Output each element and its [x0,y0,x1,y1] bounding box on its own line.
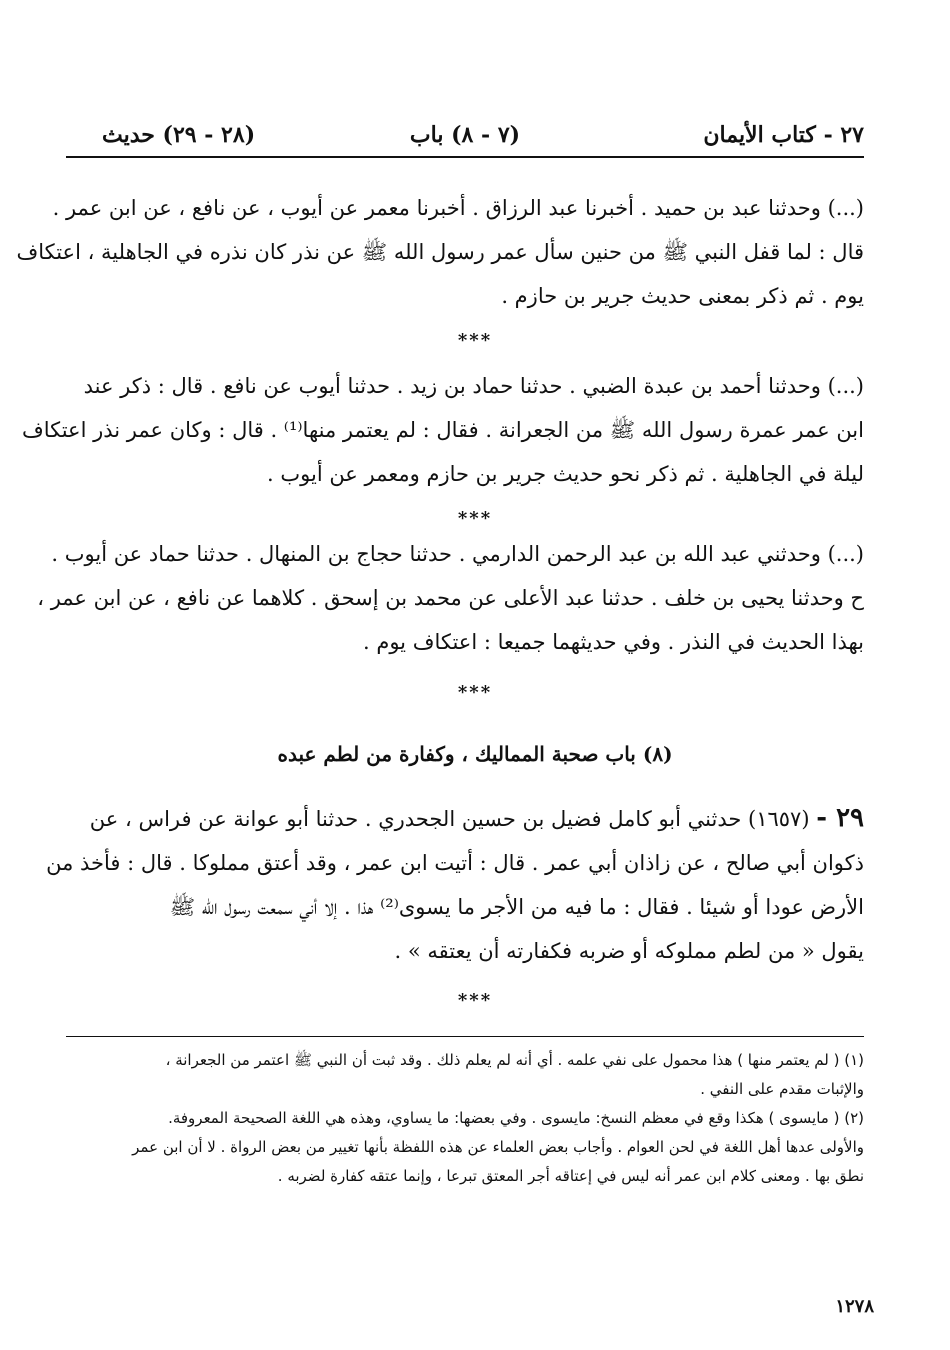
header-chapter-range: (٧ - ٨) باب [409,122,521,148]
text-line [66,796,864,841]
hadith-29 [46,796,864,973]
section-separator: *** [457,682,493,703]
footnote-line: (١) ( لم يعتمر منها ) هذا محمول على نفي علمه . أي أنه لم يعلم ذلك . وقد ثبت أن النبي ﷺ اعتمر من الجعرانة ، [165,1051,864,1069]
text-line: (...) وحدثنا أحمد بن عبدة الضبي . حدثنا حماد بن زيد . حدثنا أيوب عن نافع . قال : ذكر عند [83,374,864,398]
section-separator: *** [457,990,493,1011]
section-separator: *** [457,508,493,529]
text-line: (...) وحدثنا عبد بن حميد . أخبرنا عبد الرزاق . أخبرنا معمر عن أيوب ، عن نافع ، عن ابن عمر . [52,196,864,220]
chapter-title: (٨) باب صحبة المماليك ، وكفارة من لطم عبده [277,742,673,766]
running-header [66,118,864,154]
footnote-line: والأولى عدها أهل اللغة في لحن العوام . وأجاب بعض العلماء عن هذه اللفظة بأنها تغيير من بعض الرواة . لا أن ابن عمر [132,1138,864,1156]
footnote-line: (٢) ( مايسوى ) هكذا وقع في معظم النسخ: مايسوى . وفي بعضها: ما يساوي، وهذه هي اللغة الصحيحة المعروفة. [168,1109,864,1127]
footnote-divider [66,1036,864,1037]
text-line: يقول « من لطم مملوكه أو ضربه فكفارته أن يعتقه » . [394,939,864,963]
footnote-line: نطق بها . ومعنى كلام ابن عمر أنه ليس في إعتاقه أجر المعتق تبرعا ، وإنما عتقه كفارة لضربه . [277,1167,864,1185]
text-line: ليلة في الجاهلية . ثم ذكر نحو حديث جرير بن حازم ومعمر عن أيوب . [267,462,864,486]
text-line: قال : لما قفل النبي ﷺ من حنين سأل عمر رسول الله ﷺ عن نذر كان نذره في الجاهلية ، اعتكاف [16,240,864,264]
text-line: يوم . ثم ذكر بمعنى حديث جرير بن حازم . [501,284,864,308]
text-line: (...) وحدثني عبد الله بن عبد الرحمن الدارمي . حدثنا حجاج بن المنهال . حدثنا حماد عن أيوب . [51,542,864,566]
header-hadith-range: (٢٨ - ٢٩) حديث [102,122,256,148]
footnote-line: والإثبات مقدم على النفي . [700,1080,864,1098]
page-number: ١٢٧٨ [835,1296,874,1317]
section-separator: *** [457,330,493,351]
text-line: الأرض عودا أو شيئا . فقال : ما فيه من الأجر ما يسوى⁽²⁾ هذا . إلا أني سمعت رسول الله ﷺ [169,895,864,919]
footnotes [66,1046,864,1191]
text-line: ح وحدثنا يحيى بن خلف . حدثنا عبد الأعلى عن محمد بن إسحق . كلاهما عن نافع ، عن ابن عمر ، [37,586,864,610]
header-book-title: ٢٧ - كتاب الأيمان [703,122,864,148]
text-line: ذكوان أبي صالح ، عن زاذان أبي عمر . قال : أتيت ابن عمر ، وقد أعتق مملوكا . قال : فأخذ من [46,851,864,875]
hadith-paragraph-1 [16,186,864,318]
header-divider [66,156,864,158]
hadith-paragraph-2 [21,364,864,496]
text-line: ابن عمر عمرة رسول الله ﷺ من الجعرانة . فقال : لم يعتمر منها⁽¹⁾ . قال : وكان عمر نذر اعتكاف [21,418,864,442]
hadith-number: ٢٩ - [816,803,864,833]
hadith-text: (١٦٥٧) حدثني أبو كامل فضيل بن حسين الجحدري . حدثنا أبو عوانة عن فراس ، عن [89,807,810,831]
text-line: بهذا الحديث في النذر . وفي حديثهما جميعا : اعتكاف يوم . [362,630,864,654]
hadith-paragraph-3 [37,532,864,664]
